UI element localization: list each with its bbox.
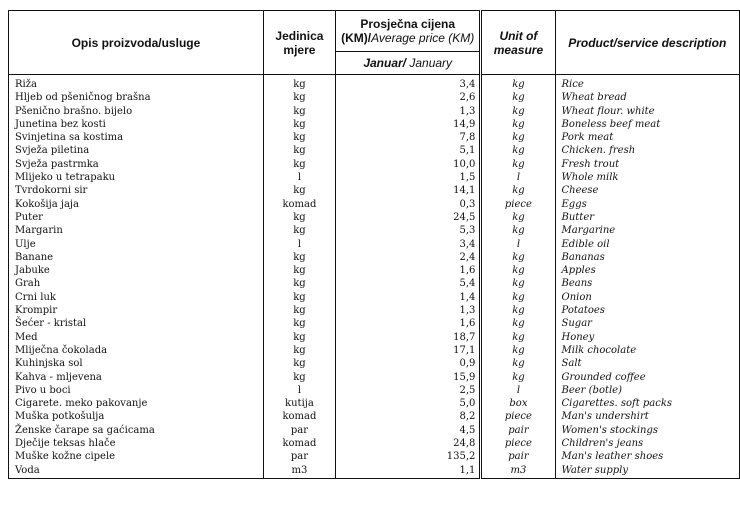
cell-product-desc-en: Rice (555, 75, 740, 92)
header-price-bold: Prosječna cijena (KM)/ (341, 17, 456, 45)
cell-unit-bs: l (263, 171, 335, 184)
cell-unit-en: kg (481, 291, 555, 304)
table-row (9, 437, 740, 450)
cell-product-name-bs: Svinjetina sa kostima (9, 131, 264, 144)
cell-average-price: 1,6 (336, 317, 481, 330)
cell-average-price: 0,3 (336, 198, 481, 211)
cell-unit-en: kg (481, 317, 555, 330)
cell-unit-en: kg (481, 251, 555, 264)
cell-product-name-bs: Riža (9, 75, 264, 92)
cell-unit-bs: kg (263, 331, 335, 344)
cell-product-name-bs: Voda (9, 464, 264, 479)
header-month-bold: Januar/ (363, 56, 407, 70)
cell-product-name-bs: Tvrdokorni sir (9, 184, 264, 197)
cell-product-name-bs: Cigarete. meko pakovanje (9, 397, 264, 410)
table-row (9, 144, 740, 157)
table-row (9, 410, 740, 423)
cell-average-price: 2,4 (336, 251, 481, 264)
cell-unit-bs: kg (263, 357, 335, 370)
cell-product-name-bs: Ulje (9, 238, 264, 251)
cell-product-name-bs: Dječije teksas hlače (9, 437, 264, 450)
cell-product-desc-en: Salt (555, 357, 740, 370)
header-unit-bs: Jedinica mjere (263, 11, 335, 75)
cell-average-price: 135,2 (336, 450, 481, 463)
cell-product-desc-en: Cheese (555, 184, 740, 197)
table-row (9, 91, 740, 104)
cell-average-price: 24,8 (336, 437, 481, 450)
table-row (9, 118, 740, 131)
cell-unit-en: kg (481, 344, 555, 357)
cell-unit-en: kg (481, 357, 555, 370)
cell-average-price: 14,1 (336, 184, 481, 197)
table-row (9, 264, 740, 277)
table-row (9, 224, 740, 237)
table-row (9, 105, 740, 118)
cell-average-price: 8,2 (336, 410, 481, 423)
table-row (9, 464, 740, 479)
table-row (9, 317, 740, 330)
cell-product-desc-en: Apples (555, 264, 740, 277)
cell-unit-bs: kg (263, 224, 335, 237)
price-table-container (8, 10, 740, 479)
cell-unit-bs: kg (263, 277, 335, 290)
cell-average-price: 5,4 (336, 277, 481, 290)
table-row (9, 198, 740, 211)
cell-product-desc-en: Grounded coffee (555, 371, 740, 384)
header-price-italic: Average price (KM) (371, 31, 475, 45)
cell-product-name-bs: Med (9, 331, 264, 344)
cell-unit-en: kg (481, 277, 555, 290)
cell-unit-bs: kg (263, 105, 335, 118)
cell-unit-bs: kg (263, 131, 335, 144)
cell-product-desc-en: Children's jeans (555, 437, 740, 450)
cell-product-desc-en: Milk chocolate (555, 344, 740, 357)
cell-unit-bs: kg (263, 211, 335, 224)
table-row (9, 331, 740, 344)
table-row (9, 384, 740, 397)
table-row (9, 304, 740, 317)
cell-unit-en: l (481, 238, 555, 251)
cell-product-desc-en: Wheat bread (555, 91, 740, 104)
cell-unit-en: kg (481, 264, 555, 277)
cell-average-price: 4,5 (336, 424, 481, 437)
table-row (9, 171, 740, 184)
cell-average-price: 1,1 (336, 464, 481, 479)
cell-product-desc-en: Man's leather shoes (555, 450, 740, 463)
cell-product-desc-en: Whole milk (555, 171, 740, 184)
cell-product-desc-en: Eggs (555, 198, 740, 211)
cell-product-desc-en: Beans (555, 277, 740, 290)
cell-product-name-bs: Pšenično brašno. bijelo (9, 105, 264, 118)
cell-product-name-bs: Crni luk (9, 291, 264, 304)
cell-product-desc-en: Wheat flour. white (555, 105, 740, 118)
cell-average-price: 7,8 (336, 131, 481, 144)
cell-unit-en: kg (481, 304, 555, 317)
cell-product-name-bs: Muške kožne cipele (9, 450, 264, 463)
cell-average-price: 1,3 (336, 304, 481, 317)
table-row (9, 184, 740, 197)
cell-average-price: 24,5 (336, 211, 481, 224)
cell-unit-en: kg (481, 144, 555, 157)
cell-product-name-bs: Banane (9, 251, 264, 264)
cell-unit-en: kg (481, 371, 555, 384)
cell-average-price: 3,4 (336, 75, 481, 92)
cell-product-name-bs: Mliječna čokolada (9, 344, 264, 357)
cell-average-price: 1,5 (336, 171, 481, 184)
table-row (9, 397, 740, 410)
cell-unit-bs: kg (263, 91, 335, 104)
cell-unit-en: kg (481, 224, 555, 237)
cell-product-name-bs: Grah (9, 277, 264, 290)
header-month-italic: January (406, 56, 453, 70)
cell-product-desc-en: Boneless beef meat (555, 118, 740, 131)
cell-unit-en: kg (481, 158, 555, 171)
cell-product-desc-en: Bananas (555, 251, 740, 264)
cell-average-price: 1,4 (336, 291, 481, 304)
cell-product-name-bs: Šećer - kristal (9, 317, 264, 330)
cell-product-desc-en: Edible oil (555, 238, 740, 251)
cell-unit-bs: kg (263, 118, 335, 131)
cell-unit-bs: kg (263, 158, 335, 171)
cell-unit-bs: kg (263, 291, 335, 304)
cell-product-name-bs: Kahva - mljevena (9, 371, 264, 384)
cell-unit-en: kg (481, 211, 555, 224)
cell-unit-bs: kg (263, 344, 335, 357)
cell-product-desc-en: Sugar (555, 317, 740, 330)
cell-product-name-bs: Muška potkošulja (9, 410, 264, 423)
cell-product-desc-en: Beer (botle) (555, 384, 740, 397)
table-row (9, 424, 740, 437)
cell-unit-bs: kg (263, 75, 335, 92)
table-row (9, 291, 740, 304)
cell-unit-en: piece (481, 437, 555, 450)
cell-unit-bs: par (263, 450, 335, 463)
cell-product-desc-en: Onion (555, 291, 740, 304)
table-row (9, 277, 740, 290)
cell-unit-en: piece (481, 410, 555, 423)
cell-unit-en: l (481, 171, 555, 184)
cell-unit-bs: par (263, 424, 335, 437)
cell-unit-en: m3 (481, 464, 555, 479)
cell-product-desc-en: Cigarettes. soft packs (555, 397, 740, 410)
cell-average-price: 3,4 (336, 238, 481, 251)
table-row (9, 371, 740, 384)
header-desc-bs: Opis proizvoda/usluge (9, 11, 264, 75)
cell-unit-en: kg (481, 131, 555, 144)
cell-product-name-bs: Kuhinjska sol (9, 357, 264, 370)
cell-unit-en: kg (481, 118, 555, 131)
cell-product-name-bs: Hljeb od pšeničnog brašna (9, 91, 264, 104)
cell-product-name-bs: Jabuke (9, 264, 264, 277)
cell-average-price: 5,0 (336, 397, 481, 410)
cell-unit-bs: kg (263, 184, 335, 197)
cell-unit-bs: kg (263, 264, 335, 277)
cell-product-desc-en: Potatoes (555, 304, 740, 317)
cell-product-name-bs: Mlijeko u tetrapaku (9, 171, 264, 184)
cell-unit-bs: kg (263, 304, 335, 317)
cell-product-name-bs: Pivo u boci (9, 384, 264, 397)
cell-unit-bs: kg (263, 317, 335, 330)
cell-product-desc-en: Butter (555, 211, 740, 224)
table-row (9, 344, 740, 357)
cell-average-price: 0,9 (336, 357, 481, 370)
cell-product-desc-en: Man's undershirt (555, 410, 740, 423)
cell-product-desc-en: Women's stockings (555, 424, 740, 437)
cell-unit-en: kg (481, 331, 555, 344)
cell-unit-en: l (481, 384, 555, 397)
header-month (336, 52, 481, 75)
cell-unit-en: kg (481, 91, 555, 104)
table-row (9, 238, 740, 251)
cell-average-price: 1,3 (336, 105, 481, 118)
header-desc-en: Product/service description (555, 11, 740, 75)
cell-unit-bs: kg (263, 144, 335, 157)
cell-unit-en: kg (481, 105, 555, 118)
cell-average-price: 14,9 (336, 118, 481, 131)
cell-product-name-bs: Ženske čarape sa gaćicama (9, 424, 264, 437)
cell-unit-en: pair (481, 424, 555, 437)
cell-average-price: 5,3 (336, 224, 481, 237)
cell-unit-bs: komad (263, 410, 335, 423)
cell-unit-bs: l (263, 384, 335, 397)
cell-product-desc-en: Chicken. fresh (555, 144, 740, 157)
cell-unit-en: piece (481, 198, 555, 211)
cell-unit-bs: kg (263, 251, 335, 264)
cell-unit-bs: m3 (263, 464, 335, 479)
cell-average-price: 5,1 (336, 144, 481, 157)
header-average-price (336, 11, 481, 52)
table-row (9, 131, 740, 144)
cell-average-price: 1,6 (336, 264, 481, 277)
cell-average-price: 15,9 (336, 371, 481, 384)
cell-product-desc-en: Water supply (555, 464, 740, 479)
cell-product-desc-en: Margarine (555, 224, 740, 237)
cell-product-desc-en: Honey (555, 331, 740, 344)
cell-product-name-bs: Kokošija jaja (9, 198, 264, 211)
table-row (9, 357, 740, 370)
table-row (9, 75, 740, 92)
cell-product-desc-en: Fresh trout (555, 158, 740, 171)
cell-product-desc-en: Pork meat (555, 131, 740, 144)
cell-average-price: 2,5 (336, 384, 481, 397)
cell-product-name-bs: Svježa pastrmka (9, 158, 264, 171)
cell-unit-en: box (481, 397, 555, 410)
cell-unit-bs: l (263, 238, 335, 251)
price-table-body (9, 75, 740, 479)
table-row (9, 251, 740, 264)
table-row (9, 450, 740, 463)
cell-unit-en: kg (481, 75, 555, 92)
cell-product-name-bs: Svježa piletina (9, 144, 264, 157)
cell-unit-bs: kg (263, 371, 335, 384)
header-unit-en: Unit of measure (481, 11, 555, 75)
cell-product-name-bs: Junetina bez kosti (9, 118, 264, 131)
cell-average-price: 2,6 (336, 91, 481, 104)
table-row (9, 211, 740, 224)
cell-unit-bs: komad (263, 198, 335, 211)
cell-average-price: 10,0 (336, 158, 481, 171)
cell-average-price: 17,1 (336, 344, 481, 357)
cell-product-name-bs: Margarin (9, 224, 264, 237)
cell-unit-en: kg (481, 184, 555, 197)
cell-product-name-bs: Krompir (9, 304, 264, 317)
cell-unit-bs: komad (263, 437, 335, 450)
price-table (8, 10, 740, 479)
cell-product-name-bs: Puter (9, 211, 264, 224)
table-row (9, 158, 740, 171)
cell-unit-bs: kutija (263, 397, 335, 410)
cell-average-price: 18,7 (336, 331, 481, 344)
cell-unit-en: pair (481, 450, 555, 463)
